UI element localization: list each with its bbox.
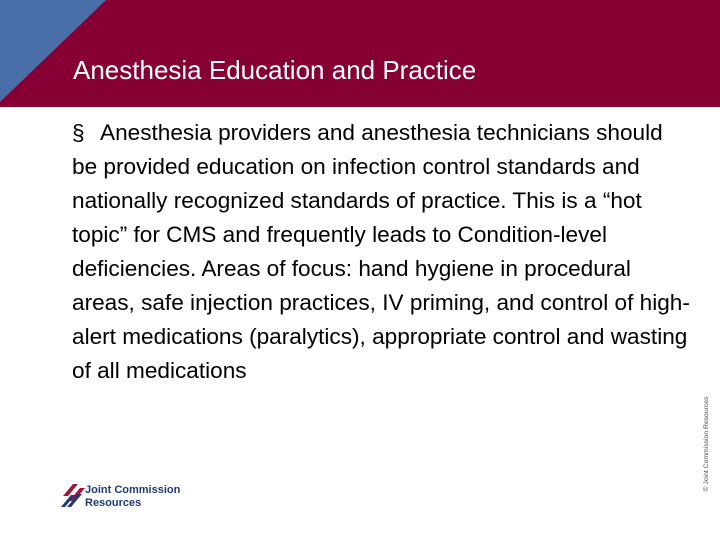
logo-wordmark [85,484,180,510]
bullet-text [72,116,690,388]
logo-line-1: Joint Commission [85,484,181,496]
copyright-text: © Joint Commission Resources [703,396,710,492]
joint-commission-resources-logo [61,480,201,520]
slide-title: Anesthesia Education and Practice [73,55,477,85]
bullet-body: Anesthesia providers and anesthesia technicians should be provided education on infection control standards and nationally recognized standards of practice. This is a “hot topic” for CMS and frequently leads to Condition-level deficiencies. Areas of focus: hand hygiene in procedural areas, safe injection practices, IV priming, and control of high-alert medications (paralytics), appropriate control and wasting of all medications [72,120,690,383]
logo-line-2: Resources [85,497,142,509]
logo-mark-icon [61,481,87,508]
bullet-marker: § [72,120,85,145]
